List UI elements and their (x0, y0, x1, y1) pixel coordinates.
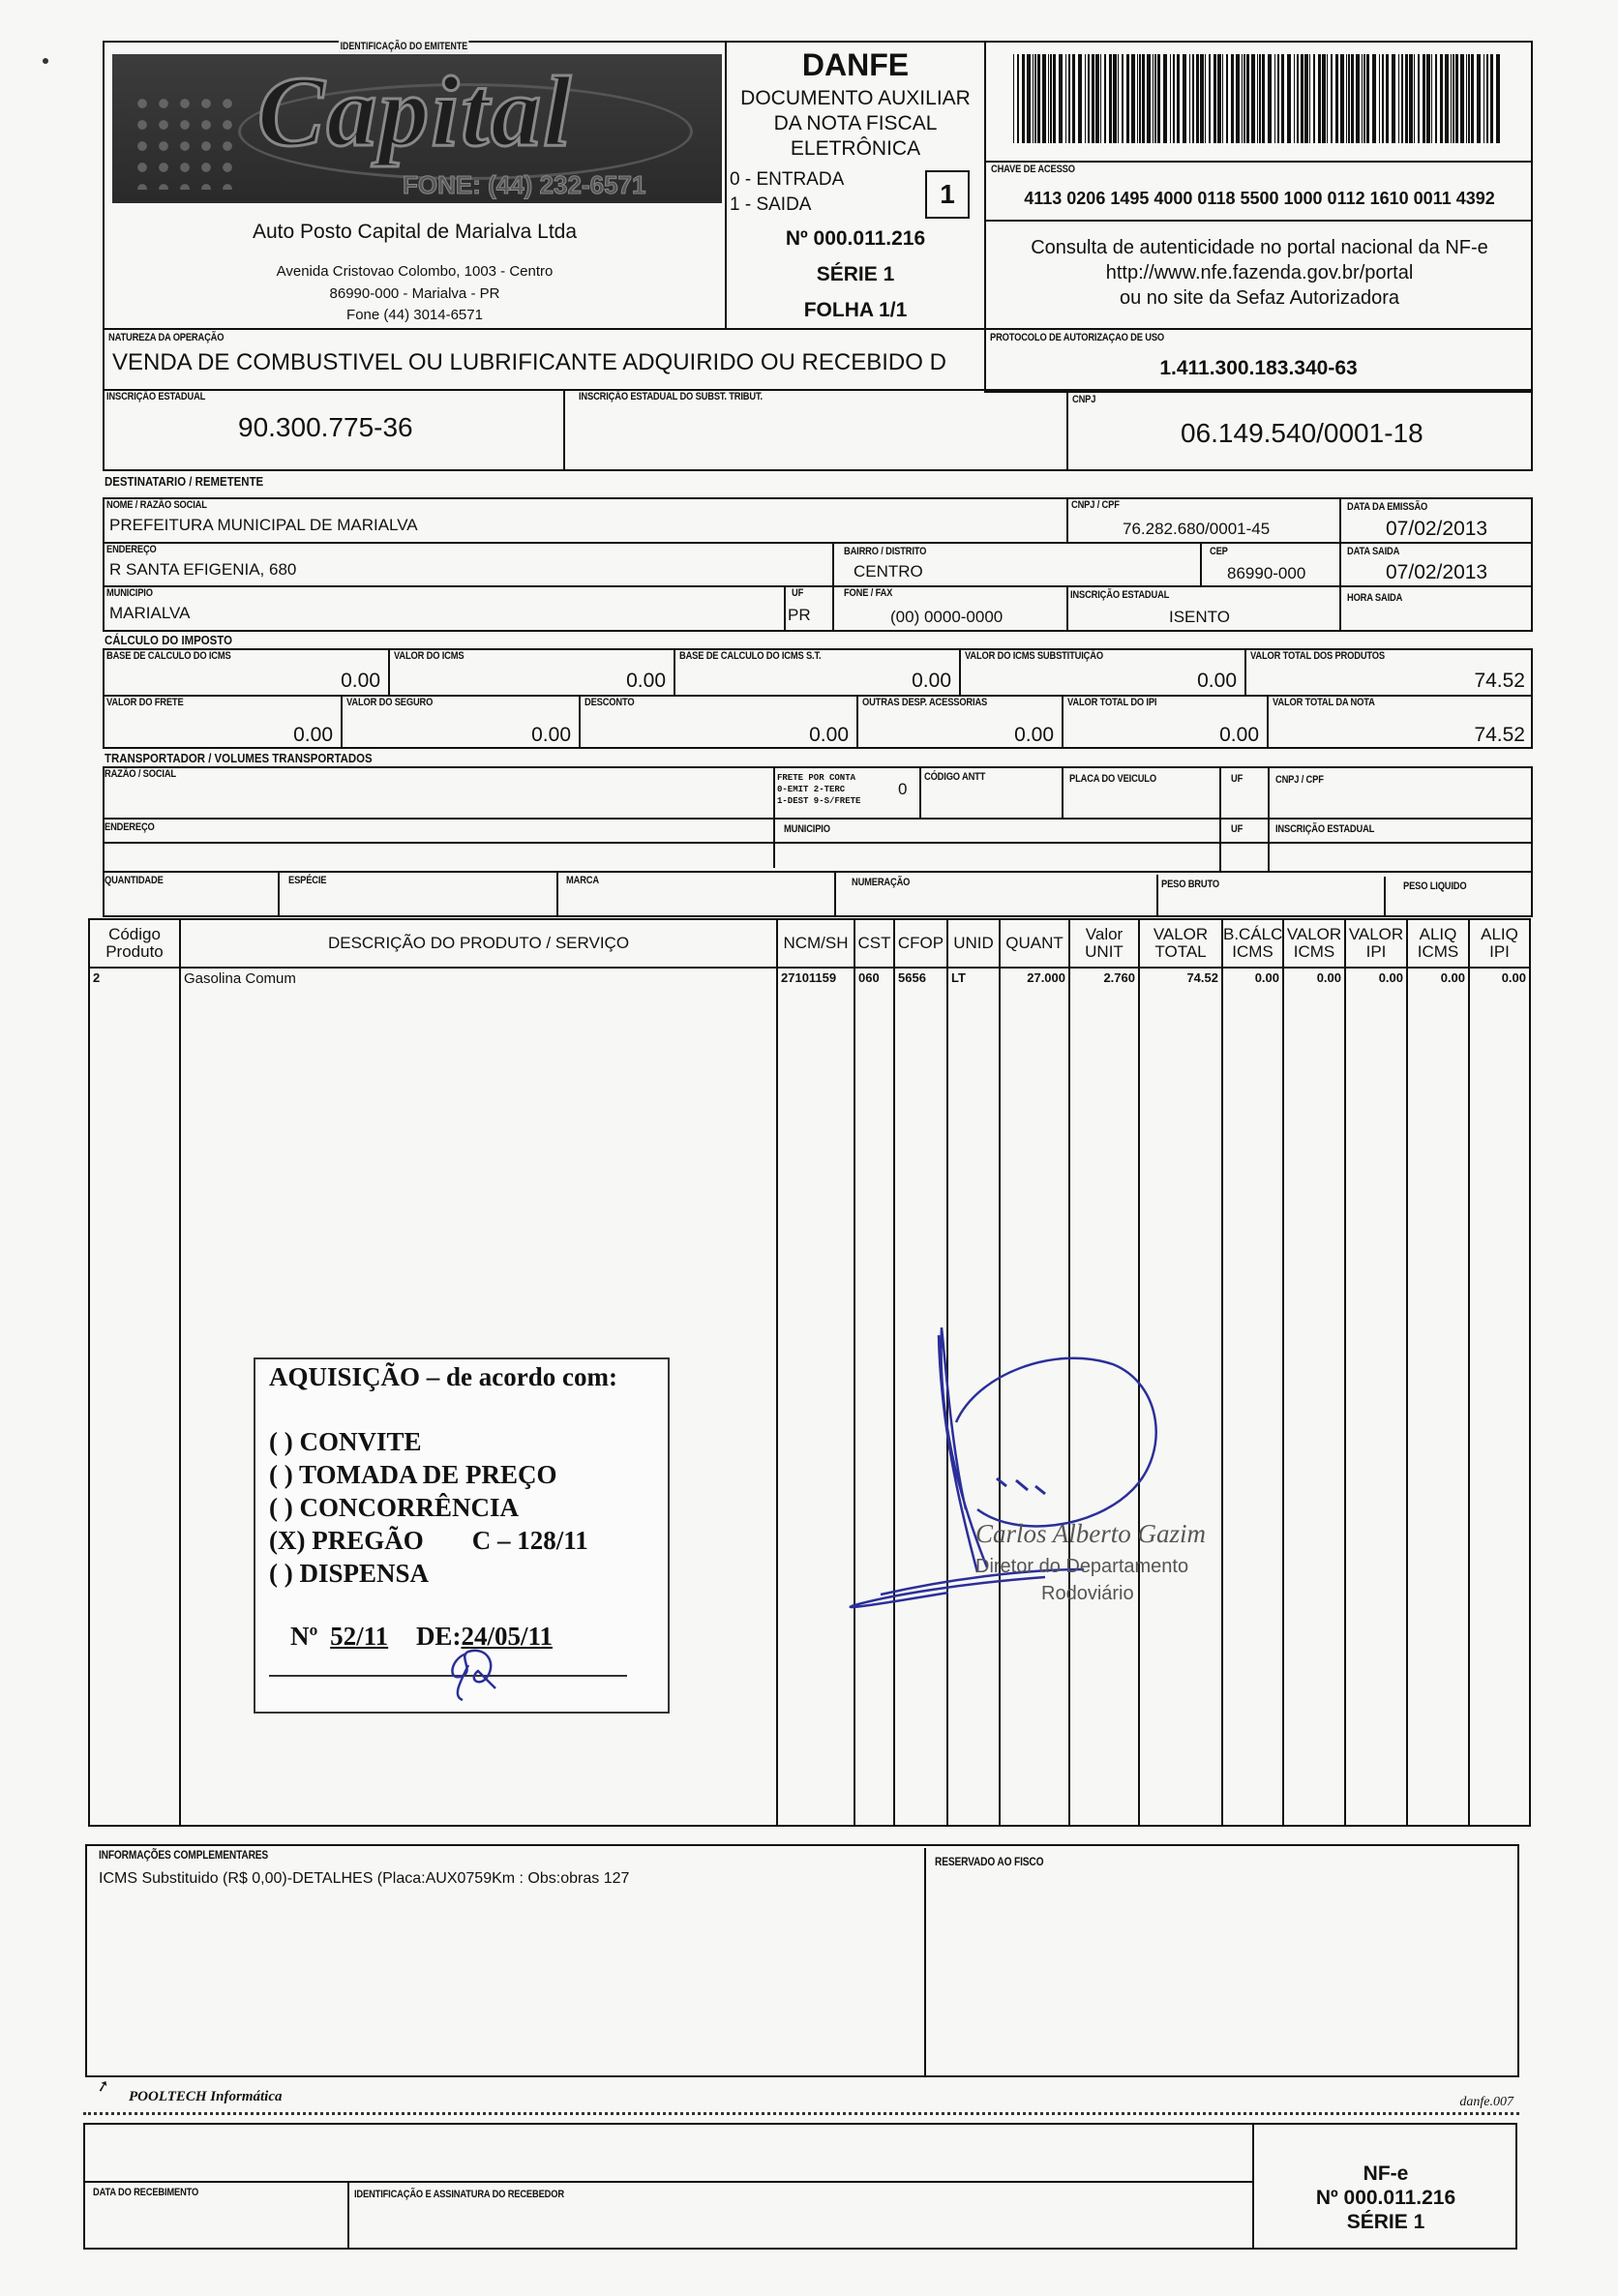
barcode-bar (1034, 54, 1036, 143)
barcode-bar (1366, 54, 1369, 143)
tax-value: 0.00 (1014, 723, 1054, 746)
danfe-subtitle: DA NOTA FISCAL (773, 112, 938, 134)
bairro-value: CENTRO (854, 562, 923, 581)
table-cell: 0.00 (1469, 968, 1530, 989)
frete-label: FRETE POR CONTA (777, 773, 856, 783)
table-cell: 0.00 (1407, 968, 1469, 989)
barcode-bar (1418, 54, 1420, 143)
barcode-bar (1313, 54, 1315, 143)
barcode-bar (1318, 54, 1321, 143)
director-signature (832, 1316, 1239, 1625)
chave-value: 4113 0206 1495 4000 0118 5500 1000 0112 1610 0011 4392 (1024, 189, 1495, 208)
barcode-bar (1426, 54, 1430, 143)
dest-ie-label: INSCRIÇÃO ESTADUAL (1070, 589, 1170, 601)
logo-phone: FONE: (44) 232-6571 (403, 170, 646, 199)
barcode-bar (1304, 54, 1308, 143)
tax-field (856, 695, 1062, 749)
barcode-bar (1109, 54, 1112, 143)
tax-label: VALOR TOTAL DOS PRODUTOS (1250, 650, 1385, 662)
barcode-bar (1287, 54, 1291, 143)
logo-text: Capital (257, 56, 574, 167)
tax-field (1244, 648, 1533, 695)
table-cell: 74.52 (1139, 968, 1222, 989)
barcode-bar (1362, 54, 1363, 143)
placa-label: PLACA DO VEICULO (1069, 773, 1156, 785)
option-pregao: (X) PREGÃO (269, 1526, 424, 1555)
nf-number: Nº 000.011.216 (785, 227, 926, 250)
frete-value: 0 (898, 780, 908, 798)
transp-uf2-label: UF (1231, 823, 1243, 835)
emitter-section-label: IDENTIFICAÇÃO DO EMITENTE (340, 41, 468, 52)
barcode-bar (1243, 54, 1245, 143)
tax-value: 0.00 (626, 669, 666, 692)
tax-value: 0.00 (1219, 723, 1259, 746)
barcode-bar (1088, 54, 1090, 143)
barcode-bar (1301, 54, 1303, 143)
barcode-bar (1217, 54, 1221, 143)
transp-uf-label: UF (1231, 773, 1243, 785)
barcode-bar (1351, 54, 1354, 143)
emitter-phone: Fone (44) 3014-6571 (346, 307, 483, 323)
barcode-bar (1068, 54, 1070, 143)
divider (984, 161, 1533, 163)
barcode-bar (1214, 54, 1216, 143)
barcode-bar (1277, 54, 1279, 143)
barcode-bar (1379, 54, 1380, 143)
barcode-bar (1297, 54, 1299, 143)
emitter-logo (112, 54, 722, 203)
peso-liquido-label: PESO LIQUIDO (1403, 880, 1467, 892)
aquisicao-stamp (254, 1357, 670, 1714)
barcode-bar (1104, 54, 1106, 143)
barcode-bar (1059, 54, 1063, 143)
barcode-bar (1137, 54, 1138, 143)
column-header: NCM/SH (777, 919, 854, 968)
tax-field (103, 695, 341, 749)
barcode-bar (1401, 54, 1403, 143)
municipio-value: MARIALVA (109, 604, 191, 622)
frete-label: 1-DEST 9-S/FRETE (777, 796, 861, 806)
tax-field (1267, 695, 1533, 749)
column-header: VALOR TOTAL (1139, 919, 1222, 968)
tax-value: 74.52 (1474, 669, 1525, 692)
barcode-bar (1177, 54, 1180, 143)
dest-cnpj-value: 76.282.680/0001-45 (1123, 520, 1271, 538)
recibo-nfe: NF-e (1363, 2162, 1409, 2185)
table-cell: 0.00 (1283, 968, 1345, 989)
aquisicao-title: AQUISIÇÃO – de acordo com: (269, 1362, 617, 1391)
barcode-bar (1209, 54, 1211, 143)
column-header: UNID (947, 919, 1000, 968)
barcode-bar (1468, 54, 1470, 143)
table-row (89, 968, 1530, 989)
tax-value: 0.00 (531, 723, 571, 746)
protocolo-label: PROTOCOLO DE AUTORIZAÇAO DE USO (990, 332, 1165, 343)
municipio-label: MUNICIPIO (106, 587, 153, 599)
tax-label: VALOR DO SEGURO (346, 697, 434, 708)
tipo-box: 1 (925, 170, 970, 219)
column-header: CFOP (894, 919, 947, 968)
barcode-bar (1050, 54, 1052, 143)
barcode-bar (1268, 54, 1272, 143)
nf-serie: SÉRIE 1 (816, 263, 895, 285)
barcode-bar (1092, 54, 1094, 143)
endereco-label: ENDEREÇO (106, 544, 157, 555)
info-label: INFORMAÇÕES COMPLEMENTARES (99, 1848, 269, 1862)
razao-label: RAZÃO / SOCIAL (105, 768, 176, 780)
column-header: ALIQ IPI (1469, 919, 1530, 968)
barcode-bar (1205, 54, 1206, 143)
tax-field (103, 648, 388, 695)
chave-label: CHAVE DE ACESSO (991, 164, 1075, 175)
tax-field (579, 695, 856, 749)
cep-label: CEP (1210, 546, 1228, 557)
dest-cnpj-label: CNPJ / CPF (1071, 499, 1120, 511)
barcode-bar (1423, 54, 1425, 143)
barcode-bar (1294, 54, 1295, 143)
table-cell: Gasolina Comum (180, 968, 777, 989)
fone-label: FONE / FAX (844, 587, 893, 599)
emissao-label: DATA DA EMISSÃO (1347, 501, 1428, 513)
barcode-bar (1048, 54, 1049, 143)
saida-label: DATA SAIDA (1347, 546, 1400, 557)
barcode-bar (1226, 54, 1228, 143)
emitter-city: 86990-000 - Marialva - PR (329, 285, 500, 302)
recibo-serie: SÉRIE 1 (1346, 2211, 1425, 2233)
barcode-bar (1262, 54, 1265, 143)
bairro-label: BAIRRO / DISTRITO (844, 546, 927, 557)
especie-label: ESPÉCIE (288, 875, 327, 886)
column-header: QUANT (1000, 919, 1069, 968)
barcode-bar (1163, 54, 1167, 143)
tax-value: 0.00 (912, 669, 951, 692)
stamp-title: Diretor do Departamento (975, 1556, 1189, 1577)
numero-label: Nº (290, 1622, 318, 1651)
column-header: Código Produto (89, 919, 180, 968)
tax-label: VALOR DO ICMS (394, 650, 464, 662)
barcode-bar (1142, 54, 1145, 143)
info-text: ICMS Substituido (R$ 0,00)-DETALHES (Placa:AUX0759Km : Obs:obras 127 (99, 1870, 630, 1887)
option-concorrencia: ( ) CONCORRÊNCIA (269, 1493, 519, 1522)
barcode-bar (1027, 54, 1031, 143)
emitter-name: Auto Posto Capital de Marialva Ltda (252, 221, 578, 243)
barcode-bar (1356, 54, 1360, 143)
entrada-label: 0 - ENTRADA (730, 169, 845, 190)
barcode-bar (1072, 54, 1075, 143)
column-header: ALIQ ICMS (1407, 919, 1469, 968)
barcode-bar (1231, 54, 1234, 143)
barcode-bar (1409, 54, 1413, 143)
barcode-bar (1170, 54, 1171, 143)
stamp-title: Rodoviário (1041, 1583, 1134, 1604)
scan-mark (43, 58, 48, 64)
cnpj-label: CNPJ (1072, 394, 1096, 405)
cep-value: 86990-000 (1227, 564, 1306, 582)
barcode-bar (1471, 54, 1474, 143)
barcode (1013, 54, 1508, 143)
option-convite: ( ) CONVITE (269, 1427, 422, 1456)
tax-value: 0.00 (341, 669, 380, 692)
barcode-bar (1455, 54, 1458, 143)
consulta-text: ou no site da Sefaz Autorizadora (1119, 287, 1400, 309)
marca-label: MARCA (566, 875, 599, 886)
dest-ie-value: ISENTO (1169, 608, 1230, 626)
antt-label: CÓDIGO ANTT (924, 771, 986, 783)
barcode-bar (1192, 54, 1194, 143)
grapes-icon (132, 93, 238, 190)
barcode-bar (1460, 54, 1464, 143)
ie-st-label: INSCRIÇÃO ESTADUAL DO SUBST. TRIBUT. (579, 391, 763, 403)
pregao-ref: C – 128/11 (471, 1526, 588, 1555)
uf-label: UF (792, 587, 804, 599)
barcode-bar (1100, 54, 1101, 143)
column-header: VALOR IPI (1345, 919, 1407, 968)
barcode-bar (1154, 54, 1156, 143)
barcode-bar (1274, 54, 1275, 143)
barcode-bar (1281, 54, 1284, 143)
natureza-value: VENDA DE COMBUSTIVEL OU LUBRIFICANTE ADQUIRIDO OU RECEBIDO D (112, 349, 946, 375)
barcode-bar (1037, 54, 1040, 143)
consulta-text: Consulta de autenticidade no portal nacional da NF-e (1031, 237, 1488, 258)
tax-label: DESCONTO (584, 697, 635, 708)
danfe-subtitle: ELETRÔNICA (790, 137, 921, 160)
numeracao-label: NUMERAÇÃO (852, 877, 911, 888)
table-cell: 0.00 (1222, 968, 1283, 989)
saida-value: 07/02/2013 (1386, 561, 1488, 583)
barcode-bar (1118, 54, 1119, 143)
table-cell: 27.000 (1000, 968, 1069, 989)
barcode-bar (1113, 54, 1117, 143)
barcode-bar (1398, 54, 1399, 143)
danfe-title: DANFE (801, 47, 910, 82)
barcode-bar (1242, 54, 1243, 143)
table-cell: 27101159 (777, 968, 854, 989)
barcode-bar (1435, 54, 1437, 143)
column-header: VALOR ICMS (1283, 919, 1345, 968)
barcode-bar (1017, 54, 1019, 143)
tax-field (959, 648, 1244, 695)
data-label: DE: (415, 1622, 462, 1651)
barcode-bar (1222, 54, 1223, 143)
software-credit: POOLTECH Informática (129, 2089, 283, 2104)
barcode-bar (1251, 54, 1255, 143)
frete-legend (777, 772, 860, 807)
pooltech-icon: ➚ (94, 2076, 112, 2097)
danfe-subtitle: DOCUMENTO AUXILIAR (740, 87, 971, 109)
initials-signature (439, 1646, 507, 1704)
tax-field (388, 648, 674, 695)
assinatura-recebedor-label: IDENTIFICAÇÃO E ASSINATURA DO RECEBEDOR (354, 2189, 564, 2200)
barcode-bar (1189, 54, 1190, 143)
table-cell: 2 (89, 968, 180, 989)
divider (984, 220, 1533, 222)
fone-value: (00) 0000-0000 (890, 608, 1004, 626)
barcode-bar (1340, 54, 1344, 143)
transportador-section: TRANSPORTADOR / VOLUMES TRANSPORTADOS (105, 751, 373, 765)
barcode-bar (1236, 54, 1240, 143)
destinatario-section: DESTINATARIO / REMETENTE (105, 474, 264, 489)
cnpj-value: 06.149.540/0001-18 (1181, 418, 1423, 448)
barcode-bar (1386, 54, 1389, 143)
transp-ie-label: INSCRIÇÃO ESTADUAL (1275, 823, 1375, 835)
barcode-bar (1327, 54, 1328, 143)
numero-value: 52/11 (330, 1622, 389, 1651)
column-header: CST (854, 919, 894, 968)
table-header (89, 919, 1530, 968)
table-cell: LT (947, 968, 1000, 989)
barcode-bar (1131, 54, 1135, 143)
consulta-url[interactable]: http://www.nfe.fazenda.gov.br/portal (1105, 262, 1414, 283)
tax-label: BASE DE CALCULO DO ICMS (106, 650, 231, 662)
barcode-bar (1322, 54, 1326, 143)
fisco-label: RESERVADO AO FISCO (935, 1855, 1044, 1868)
option-dispensa: ( ) DISPENSA (269, 1559, 430, 1588)
protocolo-box (984, 328, 1533, 393)
barcode-bar (1466, 54, 1467, 143)
form-code: danfe.007 (1459, 2095, 1513, 2109)
barcode-bar (1246, 54, 1249, 143)
barcode-bar (1122, 54, 1124, 143)
barcode-bar (1486, 54, 1488, 143)
imposto-section: CÁLCULO DO IMPOSTO (105, 633, 232, 647)
transp-endereco-label: ENDEREÇO (105, 821, 155, 833)
barcode-bar (1173, 54, 1175, 143)
barcode-bar (1440, 54, 1443, 143)
table-cell: 0.00 (1345, 968, 1407, 989)
barcode-bar (1431, 54, 1432, 143)
barcode-bar (1445, 54, 1449, 143)
barcode-bar (1346, 54, 1347, 143)
barcode-bar (1363, 54, 1365, 143)
barcode-bar (1309, 54, 1310, 143)
natureza-box (103, 328, 986, 391)
tax-label: OUTRAS DESP. ACESSORIAS (862, 697, 988, 708)
peso-bruto-label: PESO BRUTO (1161, 879, 1219, 890)
barcode-bar (1078, 54, 1082, 143)
natureza-label: NATUREZA DA OPERAÇÃO (108, 332, 225, 343)
uf-value: PR (788, 606, 811, 624)
option-tomada-preco: ( ) TOMADA DE PREÇO (269, 1460, 557, 1489)
tax-field (341, 695, 579, 749)
barcode-bar (1372, 54, 1376, 143)
tax-label: VALOR DO ICMS SUBSTITUIÇÃO (965, 650, 1103, 662)
barcode-bar (1348, 54, 1350, 143)
quantidade-label: QUANTIDADE (105, 875, 164, 886)
barcode-bar (1405, 54, 1408, 143)
tax-value: 0.00 (1197, 669, 1237, 692)
table-cell: 2.760 (1069, 968, 1139, 989)
tax-value: 0.00 (809, 723, 849, 746)
recibo-nf (1254, 2162, 1517, 2234)
barcode-bar (1382, 54, 1384, 143)
ie-label: INSCRIÇÃO ESTADUAL (106, 391, 206, 403)
divider (725, 41, 727, 330)
data-recebimento-label: DATA DO RECEBIMENTO (93, 2187, 199, 2198)
tax-label: VALOR TOTAL DO IPI (1067, 697, 1157, 708)
tax-value: 0.00 (293, 723, 333, 746)
barcode-bar (1200, 54, 1204, 143)
nome-label: NOME / RAZÃO SOCIAL (106, 499, 207, 511)
barcode-bar (1392, 54, 1395, 143)
endereco-value: R SANTA EFIGENIA, 680 (109, 560, 297, 579)
barcode-bar (1065, 54, 1066, 143)
barcode-bar (1414, 54, 1415, 143)
barcode-bar (1022, 54, 1025, 143)
tax-value: 74.52 (1474, 723, 1525, 746)
barcode-bar (1331, 54, 1333, 143)
barcode-bar (1126, 54, 1129, 143)
column-header: B.CÁLC ICMS (1222, 919, 1283, 968)
barcode-bar (1157, 54, 1160, 143)
barcode-bar (1153, 54, 1154, 143)
tax-label: BASE DE CALCULO DO ICMS S.T. (679, 650, 822, 662)
barcode-bar (1496, 54, 1500, 143)
barcode-bar (1183, 54, 1186, 143)
recibo-numero: Nº 000.011.216 (1315, 2187, 1456, 2209)
stamp-name: Carlos Alberto Gazim (975, 1519, 1207, 1548)
hora-label: HORA SAIDA (1347, 592, 1403, 604)
cut-line (83, 2112, 1519, 2115)
barcode-bar (1259, 54, 1261, 143)
emissao-value: 07/02/2013 (1386, 518, 1488, 540)
transp-cnpj-label: CNPJ / CPF (1275, 774, 1324, 786)
column-header: Valor UNIT (1069, 919, 1139, 968)
barcode-bar (1490, 54, 1493, 143)
barcode-bar (1477, 54, 1481, 143)
saida-label: 1 - SAIDA (730, 194, 812, 215)
barcode-bar (1196, 54, 1199, 143)
nf-folha: FOLHA 1/1 (803, 299, 908, 321)
barcode-bar (1139, 54, 1141, 143)
transp-municipio-label: MUNICIPIO (784, 823, 830, 835)
table-cell: 5656 (894, 968, 947, 989)
barcode-bar (1033, 54, 1034, 143)
barcode-bar (1257, 54, 1258, 143)
table-cell: 060 (854, 968, 894, 989)
frete-label: 0-EMIT 2-TERC (777, 785, 846, 794)
tax-label: VALOR DO FRETE (106, 697, 184, 708)
tax-label: VALOR TOTAL DA NOTA (1273, 697, 1375, 708)
column-header: DESCRIÇÃO DO PRODUTO / SERVIÇO (180, 919, 777, 968)
barcode-bar (1042, 54, 1046, 143)
barcode-bar (1451, 54, 1452, 143)
barcode-bar (1095, 54, 1099, 143)
ie-value: 90.300.775-36 (238, 412, 413, 442)
nome-value: PREFEITURA MUNICIPAL DE MARIALVA (109, 516, 418, 534)
barcode-bar (1335, 54, 1338, 143)
barcode-bar (1483, 54, 1484, 143)
protocolo-value: 1.411.300.183.340-63 (1159, 357, 1358, 379)
barcode-bar (1147, 54, 1151, 143)
barcode-bar (1013, 54, 1014, 143)
barcode-bar (1085, 54, 1086, 143)
barcode-bar (1053, 54, 1056, 143)
data-value: 24/05/11 (461, 1622, 553, 1651)
tax-field (1062, 695, 1267, 749)
barcode-bar (1453, 54, 1454, 143)
emitter-address: Avenida Cristovao Colombo, 1003 - Centro (276, 263, 554, 280)
tax-field (674, 648, 959, 695)
